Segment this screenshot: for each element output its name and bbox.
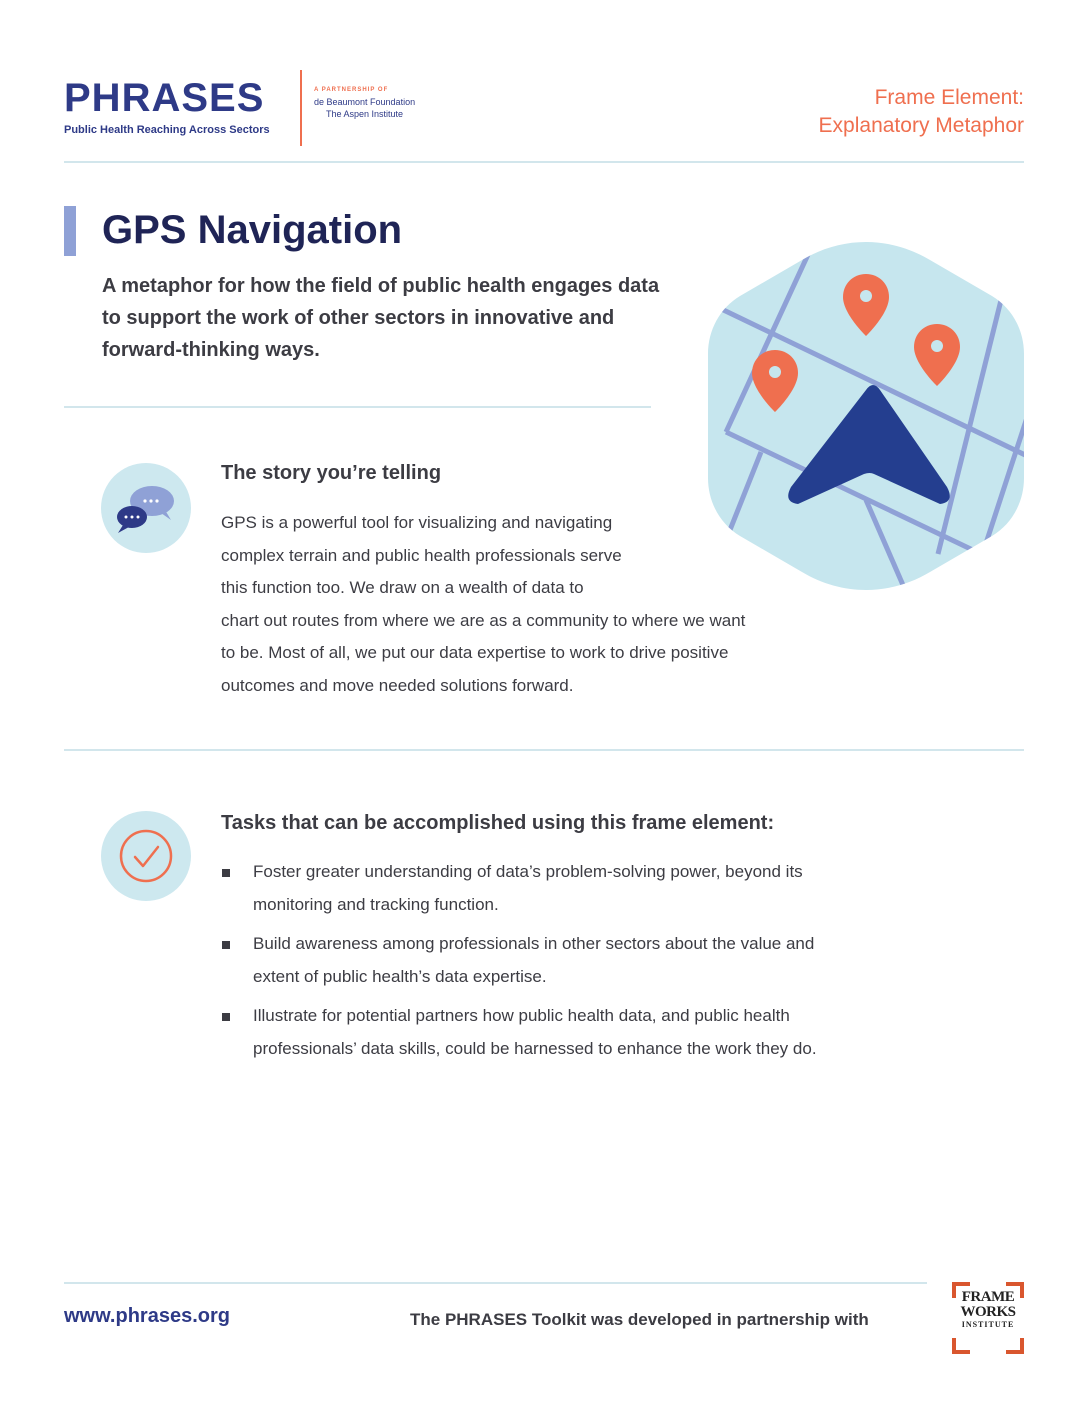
task-item [220,856,920,921]
frame-label-line1: Frame Element: [874,86,1024,109]
subtitle-divider [64,406,651,408]
story-line: to be. Most of all, we put our data expertise to work to drive positive [221,643,729,662]
partnership-credit: The PHRASES Toolkit was developed in partnership with [410,1310,869,1329]
logo-tagline: Public Health Reaching Across Sectors [64,124,270,136]
task-line: Foster greater understanding of data’s problem-solving power, beyond its [253,862,803,881]
task-line: Build awareness among professionals in other sectors about the value and [253,934,815,953]
website-link[interactable]: www.phrases.org [64,1305,230,1327]
partner-aspen: The Aspen Institute [326,109,404,119]
story-heading: The story you’re telling [221,462,442,484]
tasks-icon-circle [101,811,191,901]
bullet-square-icon [222,869,230,877]
page-title: GPS Navigation [102,208,403,252]
fw-line3: INSTITUTE [961,1320,1015,1329]
checkmark-icon [101,811,191,901]
task-item [220,1000,920,1065]
logo-divider [300,70,302,146]
partnership-block [314,84,415,120]
chat-bubbles-icon [101,463,191,553]
story-line: this function too. We draw on a wealth of data to [221,578,584,597]
tasks-heading: Tasks that can be accomplished using this frame element: [221,812,775,834]
task-line: extent of public health’s data expertise. [253,966,547,986]
story-divider [64,749,1024,751]
story-line: chart out routes from where we are as a community to where we want [221,610,746,630]
fw-line1: FRAME [961,1289,1015,1305]
task-line: Illustrate for potential partners how public health data, and public health [253,1006,790,1025]
header-divider [64,161,1024,163]
story-line: GPS is a powerful tool for visualizing and navigating [221,513,613,532]
frame-element-label [819,84,1024,140]
partnership-label: A PARTNERSHIP OF [314,87,389,93]
bullet-square-icon [222,941,230,949]
task-item [220,928,920,993]
phrases-logo: PHRASES [64,76,265,120]
partner-de-beaumont: de Beaumont Foundation [314,97,416,107]
tasks-list [220,856,920,1072]
bullet-square-icon [222,1013,230,1021]
fw-line2: WORKS [960,1304,1016,1320]
frame-label-line2: Explanatory Metaphor [818,114,1024,137]
frameworks-logo [952,1282,1024,1354]
story-icon-circle [101,463,191,553]
task-line: monitoring and tracking function. [253,894,499,914]
page-subtitle: A metaphor for how the field of public health engages data to support the work of other sectors in innovative and forward-thinking ways. [102,275,660,361]
footer-divider [64,1282,927,1284]
task-line: professionals’ data skills, could be harnessed to enhance the work they do. [253,1038,817,1058]
title-accent-bar [64,206,76,256]
story-line: outcomes and move needed solutions forward. [221,675,574,695]
story-line: complex terrain and public health professionals serve [221,545,622,565]
story-body [221,507,831,702]
